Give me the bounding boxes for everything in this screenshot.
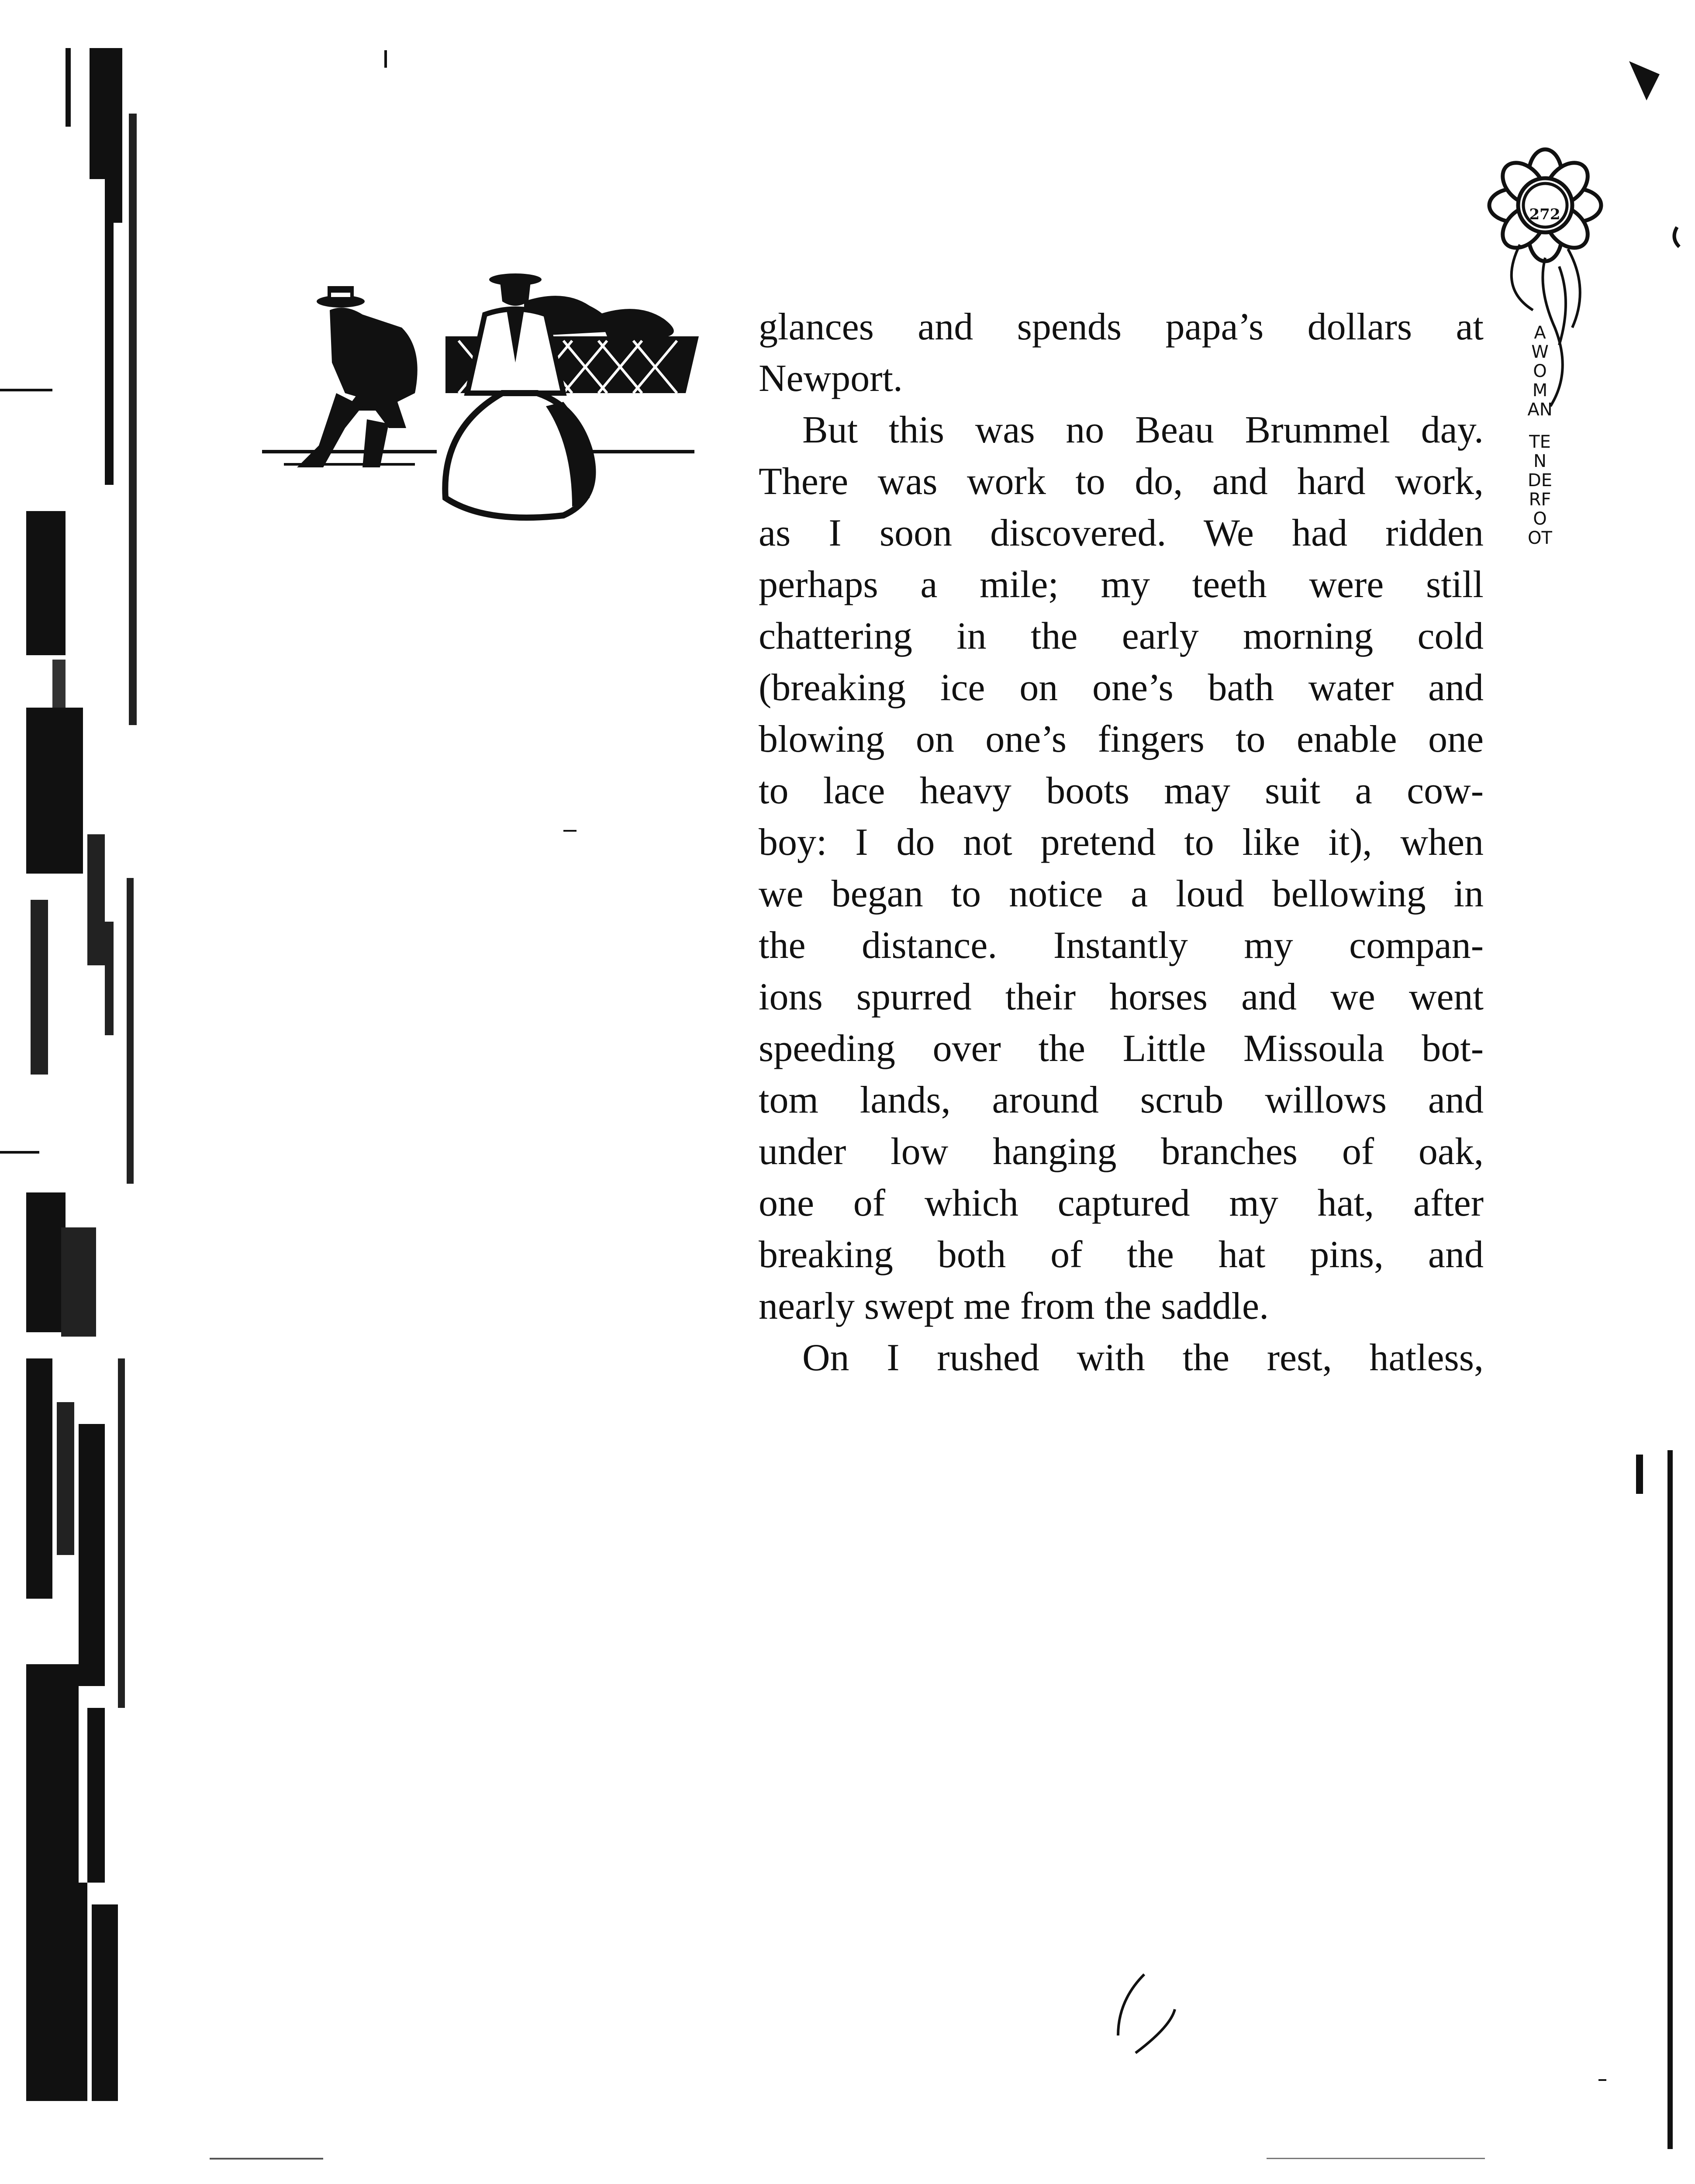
text-line: Newport. (759, 357, 903, 400)
text-line: to lace heavy boots may suit a cow- (759, 770, 1484, 812)
couple-seated-illustration (258, 262, 760, 546)
running-title (1527, 323, 1553, 548)
text-line: we began to notice a loud bellowing in (759, 873, 1484, 915)
text-line: But this was no Beau Brummel day. (802, 409, 1484, 451)
text-line: under low hanging branches of oak, (759, 1130, 1484, 1173)
text-line: There was work to do, and hard work, (759, 460, 1484, 503)
text-line: tom lands, around scrub willows and (759, 1079, 1484, 1121)
text-line: the distance. Instantly my compan- (759, 924, 1484, 967)
running-title-word-tenderfoot: TENDERFOOT (1527, 432, 1553, 548)
text-line: one of which captured my hat, after (759, 1182, 1484, 1224)
running-title-word-woman: WOMAN (1527, 342, 1553, 420)
text-line: as I soon discovered. We had ridden (759, 512, 1484, 554)
text-line: breaking both of the hat pins, and (759, 1234, 1484, 1276)
text-line: perhaps a mile; my teeth were still (759, 563, 1484, 606)
text-line: On I rushed with the rest, hatless, (802, 1337, 1484, 1379)
scan-binding-edge (0, 48, 148, 2145)
text-line: glances and spends papa’s dollars at (759, 306, 1484, 348)
scan-right-edge (1664, 1450, 1677, 2149)
text-line: boy: I do not pretend to like it), when (759, 821, 1484, 864)
text-line: speeding over the Little Missoula bot- (759, 1027, 1484, 1070)
text-line: nearly swept me from the saddle. (759, 1285, 1269, 1327)
text-line: ions spurred their horses and we went (759, 976, 1484, 1018)
running-title-word-a: A (1534, 323, 1546, 343)
text-line: (breaking ice on one’s bath water and (759, 667, 1484, 709)
text-line: blowing on one’s fingers to enable one (759, 718, 1484, 760)
page-number: 272 (1529, 206, 1560, 223)
text-line: chattering in the early morning cold (759, 615, 1484, 657)
body-text (759, 301, 1484, 1384)
